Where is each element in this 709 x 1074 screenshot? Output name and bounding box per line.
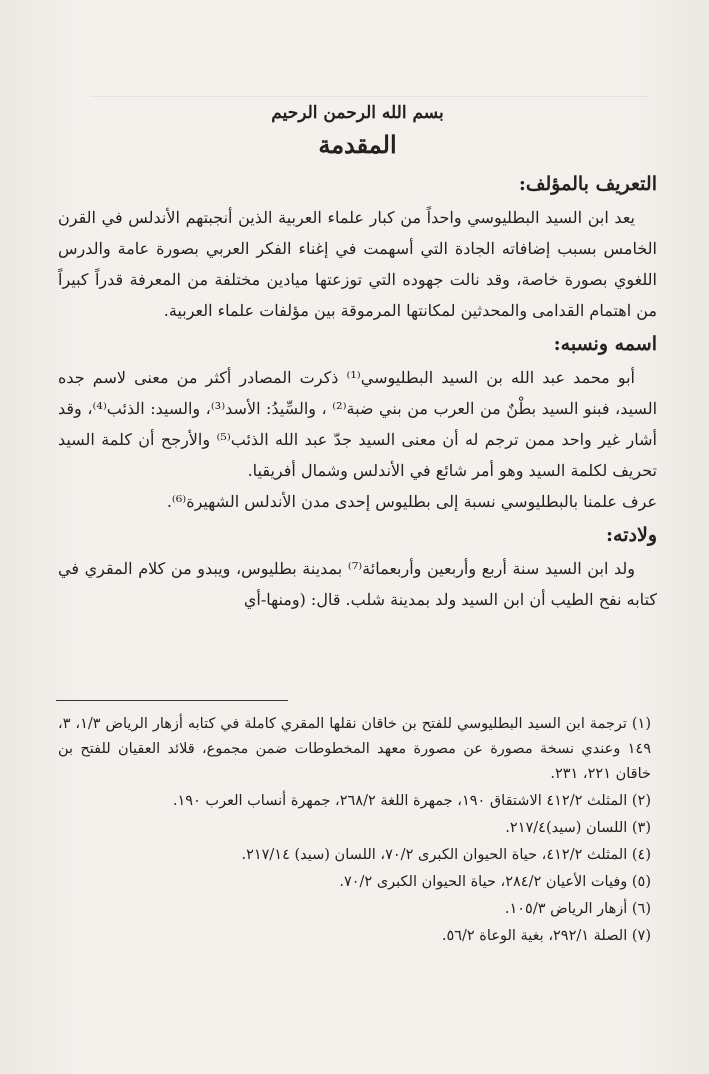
footnote: (٢) المثلث ٤١٢/٢ الاشتقاق ١٩٠، جمهرة اللغة ٢٦٨/٢، جمهرة أنساب العرب ١٩٠. xyxy=(172,793,651,809)
footnote: (٣) اللسان (سيد)٢١٧/٤. xyxy=(505,820,651,836)
main-text xyxy=(58,98,657,615)
section-heading-lineage: اسمه ونسبه: xyxy=(553,333,657,355)
paragraph-lineage-2: عرف علمنا بالبطليوسي نسبة إلى بطليوس إحدى مدن الأندلس الشهيرة⁽⁶⁾. xyxy=(166,492,657,511)
paragraph-author: يعد ابن السيد البطليوسي واحداً من كبار علماء العربية الذين أنجبتهم الأندلس في القرن الخامس بسبب إضافاته الجادة التي أسهمت في إغناء الفكر العربي بصورة عامة والدرس اللغوي بصورة خاصة، وقد نالت جهوده التي توزعتها ميادين مختلفة من المعرفة قدراً كبيراً من اهتمام القدامى والمحدثين لمكانتها المرموقة بين مؤلفات علماء العربية. xyxy=(58,208,657,320)
footnote: (٥) وفيات الأعيان ٢٨٤/٢، حياة الحيوان الكبرى ٧٠/٢. xyxy=(339,874,651,890)
section-heading-birth: ولادته: xyxy=(606,524,657,546)
section-heading-author: التعريف بالمؤلف: xyxy=(518,173,657,195)
page-title: المقدمة xyxy=(318,130,397,159)
footnote: (٤) المثلث ٤١٢/٢، حياة الحيوان الكبرى ٧٠/٢، اللسان (سيد) ٢١٧/١٤. xyxy=(241,847,651,863)
footnotes xyxy=(58,712,651,951)
paragraph-lineage: أبو محمد عبد الله بن السيد البطليوسي⁽¹⁾ ذكرت المصادر أكثر من معنى لاسم جده السيد، فبنو السيد بطْنٌ من العرب من بني ضبة⁽²⁾ ، والسِّيدُ: الأسد⁽³⁾، والسيد: الذئب⁽⁴⁾، وقد أشار غير واحد ممن ترجم له أن معنى السيد جدّ عبد الله الذئب⁽⁵⁾ والأرجح أن كلمة السيد تحريف لكلمة السيد وهو أمر شائع في الأندلس وشمال أفريقيا. xyxy=(58,368,658,480)
footnote: (١) ترجمة ابن السيد البطليوسي للفتح بن خاقان نقلها المقري كاملة في كتابه أزهار الرياض ١/٣، ٣، ١٤٩ وعندي نسخة مصورة عن مصورة معهد المخطوطات ضمن مجموع، قلائد العقيان للفتح بن خاقان ٢٢١، ٢٣١. xyxy=(58,716,651,782)
paragraph-birth: ولد ابن السيد سنة أربع وأربعين وأربعمائة⁽⁷⁾ بمدينة بطليوس، ويبدو من كلام المقري في كتابه نفح الطيب أن ابن السيد ولد بمدينة شلب. قال: (ومنها-أي xyxy=(58,559,657,609)
basmala: بسم الله الرحمن الرحيم xyxy=(271,103,444,123)
footnote-separator xyxy=(56,700,288,701)
footnote: (٦) أزهار الرياض ١٠٥/٣. xyxy=(504,901,651,917)
page-header-area xyxy=(90,70,649,97)
footnote: (٧) الصلة ٢٩٢/١، بغية الوعاة ٥٦/٢. xyxy=(441,928,651,944)
